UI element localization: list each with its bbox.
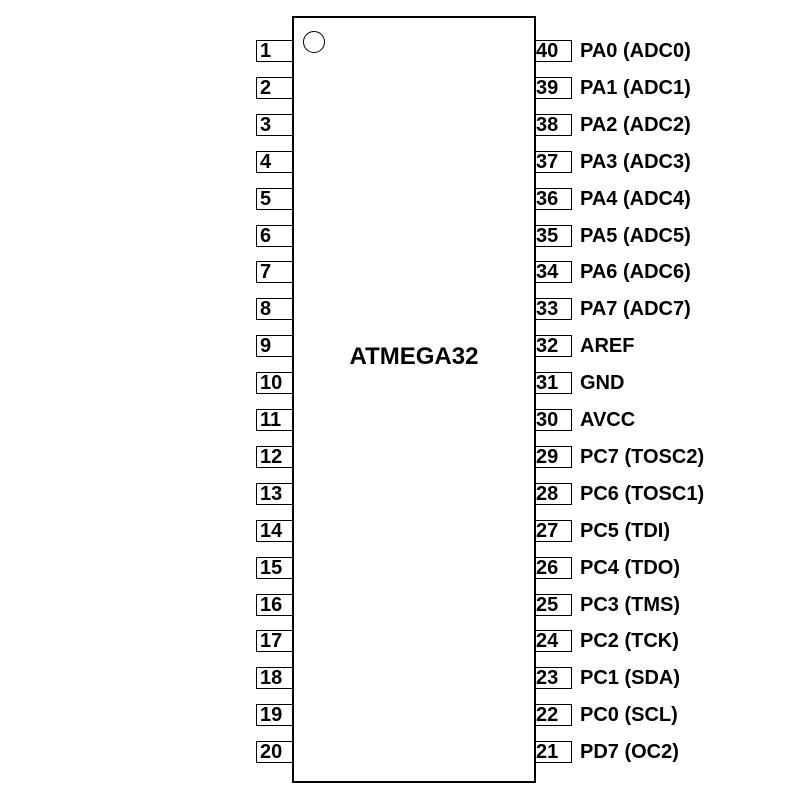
pin-number: 32	[536, 335, 572, 357]
pin-number: 21	[536, 741, 572, 763]
pin-label: PA6 (ADC6)	[580, 261, 691, 284]
pin-number: 17	[256, 630, 292, 652]
pin-label: GND	[580, 372, 625, 395]
pin-number: 37	[536, 151, 572, 173]
pin-number: 29	[536, 446, 572, 468]
pin-label: PC3 (TMS)	[580, 593, 680, 616]
pin-label: PC4 (TDO)	[580, 556, 680, 579]
pin-number: 6	[256, 225, 292, 247]
pin-number: 30	[536, 409, 572, 431]
pin-label: AREF	[580, 335, 635, 358]
pin-number: 5	[256, 188, 292, 210]
pin-number: 40	[536, 40, 572, 62]
pin-number: 39	[536, 77, 572, 99]
chip-body	[292, 16, 536, 783]
pin-label: PA3 (ADC3)	[580, 150, 691, 173]
pin-label: PA2 (ADC2)	[580, 113, 691, 136]
pin-number: 22	[536, 704, 572, 726]
pin-number: 25	[536, 594, 572, 616]
pin-number: 9	[256, 335, 292, 357]
pin-number: 23	[536, 667, 572, 689]
pin-number: 4	[256, 151, 292, 173]
pin-label: PC7 (TOSC2)	[580, 445, 705, 468]
pin-label: AVCC	[580, 409, 636, 431]
pin-number: 7	[256, 261, 292, 283]
pin-number: 31	[536, 372, 572, 394]
pin-label: PA1 (ADC1)	[580, 76, 691, 99]
pin-number: 3	[256, 114, 292, 136]
pin-label: PA7 (ADC7)	[580, 298, 691, 321]
pin-number: 2	[256, 77, 292, 99]
pin-number: 18	[256, 667, 292, 689]
pin-label: PA4 (ADC4)	[580, 187, 691, 210]
pin-number: 1	[256, 40, 292, 62]
pin-number: 14	[256, 520, 292, 542]
chip-name: ATMEGA32	[349, 343, 479, 370]
pin-label: PC1 (SDA)	[580, 667, 681, 690]
pin-number: 28	[536, 483, 572, 505]
pin-number: 11	[256, 409, 292, 431]
pin-label: PA0 (ADC0)	[580, 40, 691, 62]
pin-label: PC6 (TOSC1)	[580, 482, 705, 505]
pin1-notch-icon	[303, 31, 325, 53]
pin-number: 16	[256, 594, 292, 616]
pin-number: 10	[256, 372, 292, 394]
pin-number: 12	[256, 446, 292, 468]
pin-number: 35	[536, 225, 572, 247]
pin-label: PC5 (TDI)	[580, 519, 670, 542]
pin-number: 38	[536, 114, 572, 136]
pin-label: PC2 (TCK)	[580, 630, 679, 653]
pin-label: PC0 (SCL)	[580, 704, 678, 727]
pin-label: PA5 (ADC5)	[580, 224, 691, 247]
pin-number: 34	[536, 261, 572, 283]
pin-number: 15	[256, 557, 292, 579]
pin-number: 20	[256, 741, 292, 763]
pin-number: 8	[256, 298, 292, 320]
pin-number: 27	[536, 520, 572, 542]
pin-label: PD7 (OC2)	[580, 741, 679, 764]
pin-number: 36	[536, 188, 572, 210]
pin-number: 26	[536, 557, 572, 579]
pin-number: 24	[536, 630, 572, 652]
pin-number: 13	[256, 483, 292, 505]
pin-number: 33	[536, 298, 572, 320]
pin-number: 19	[256, 704, 292, 726]
